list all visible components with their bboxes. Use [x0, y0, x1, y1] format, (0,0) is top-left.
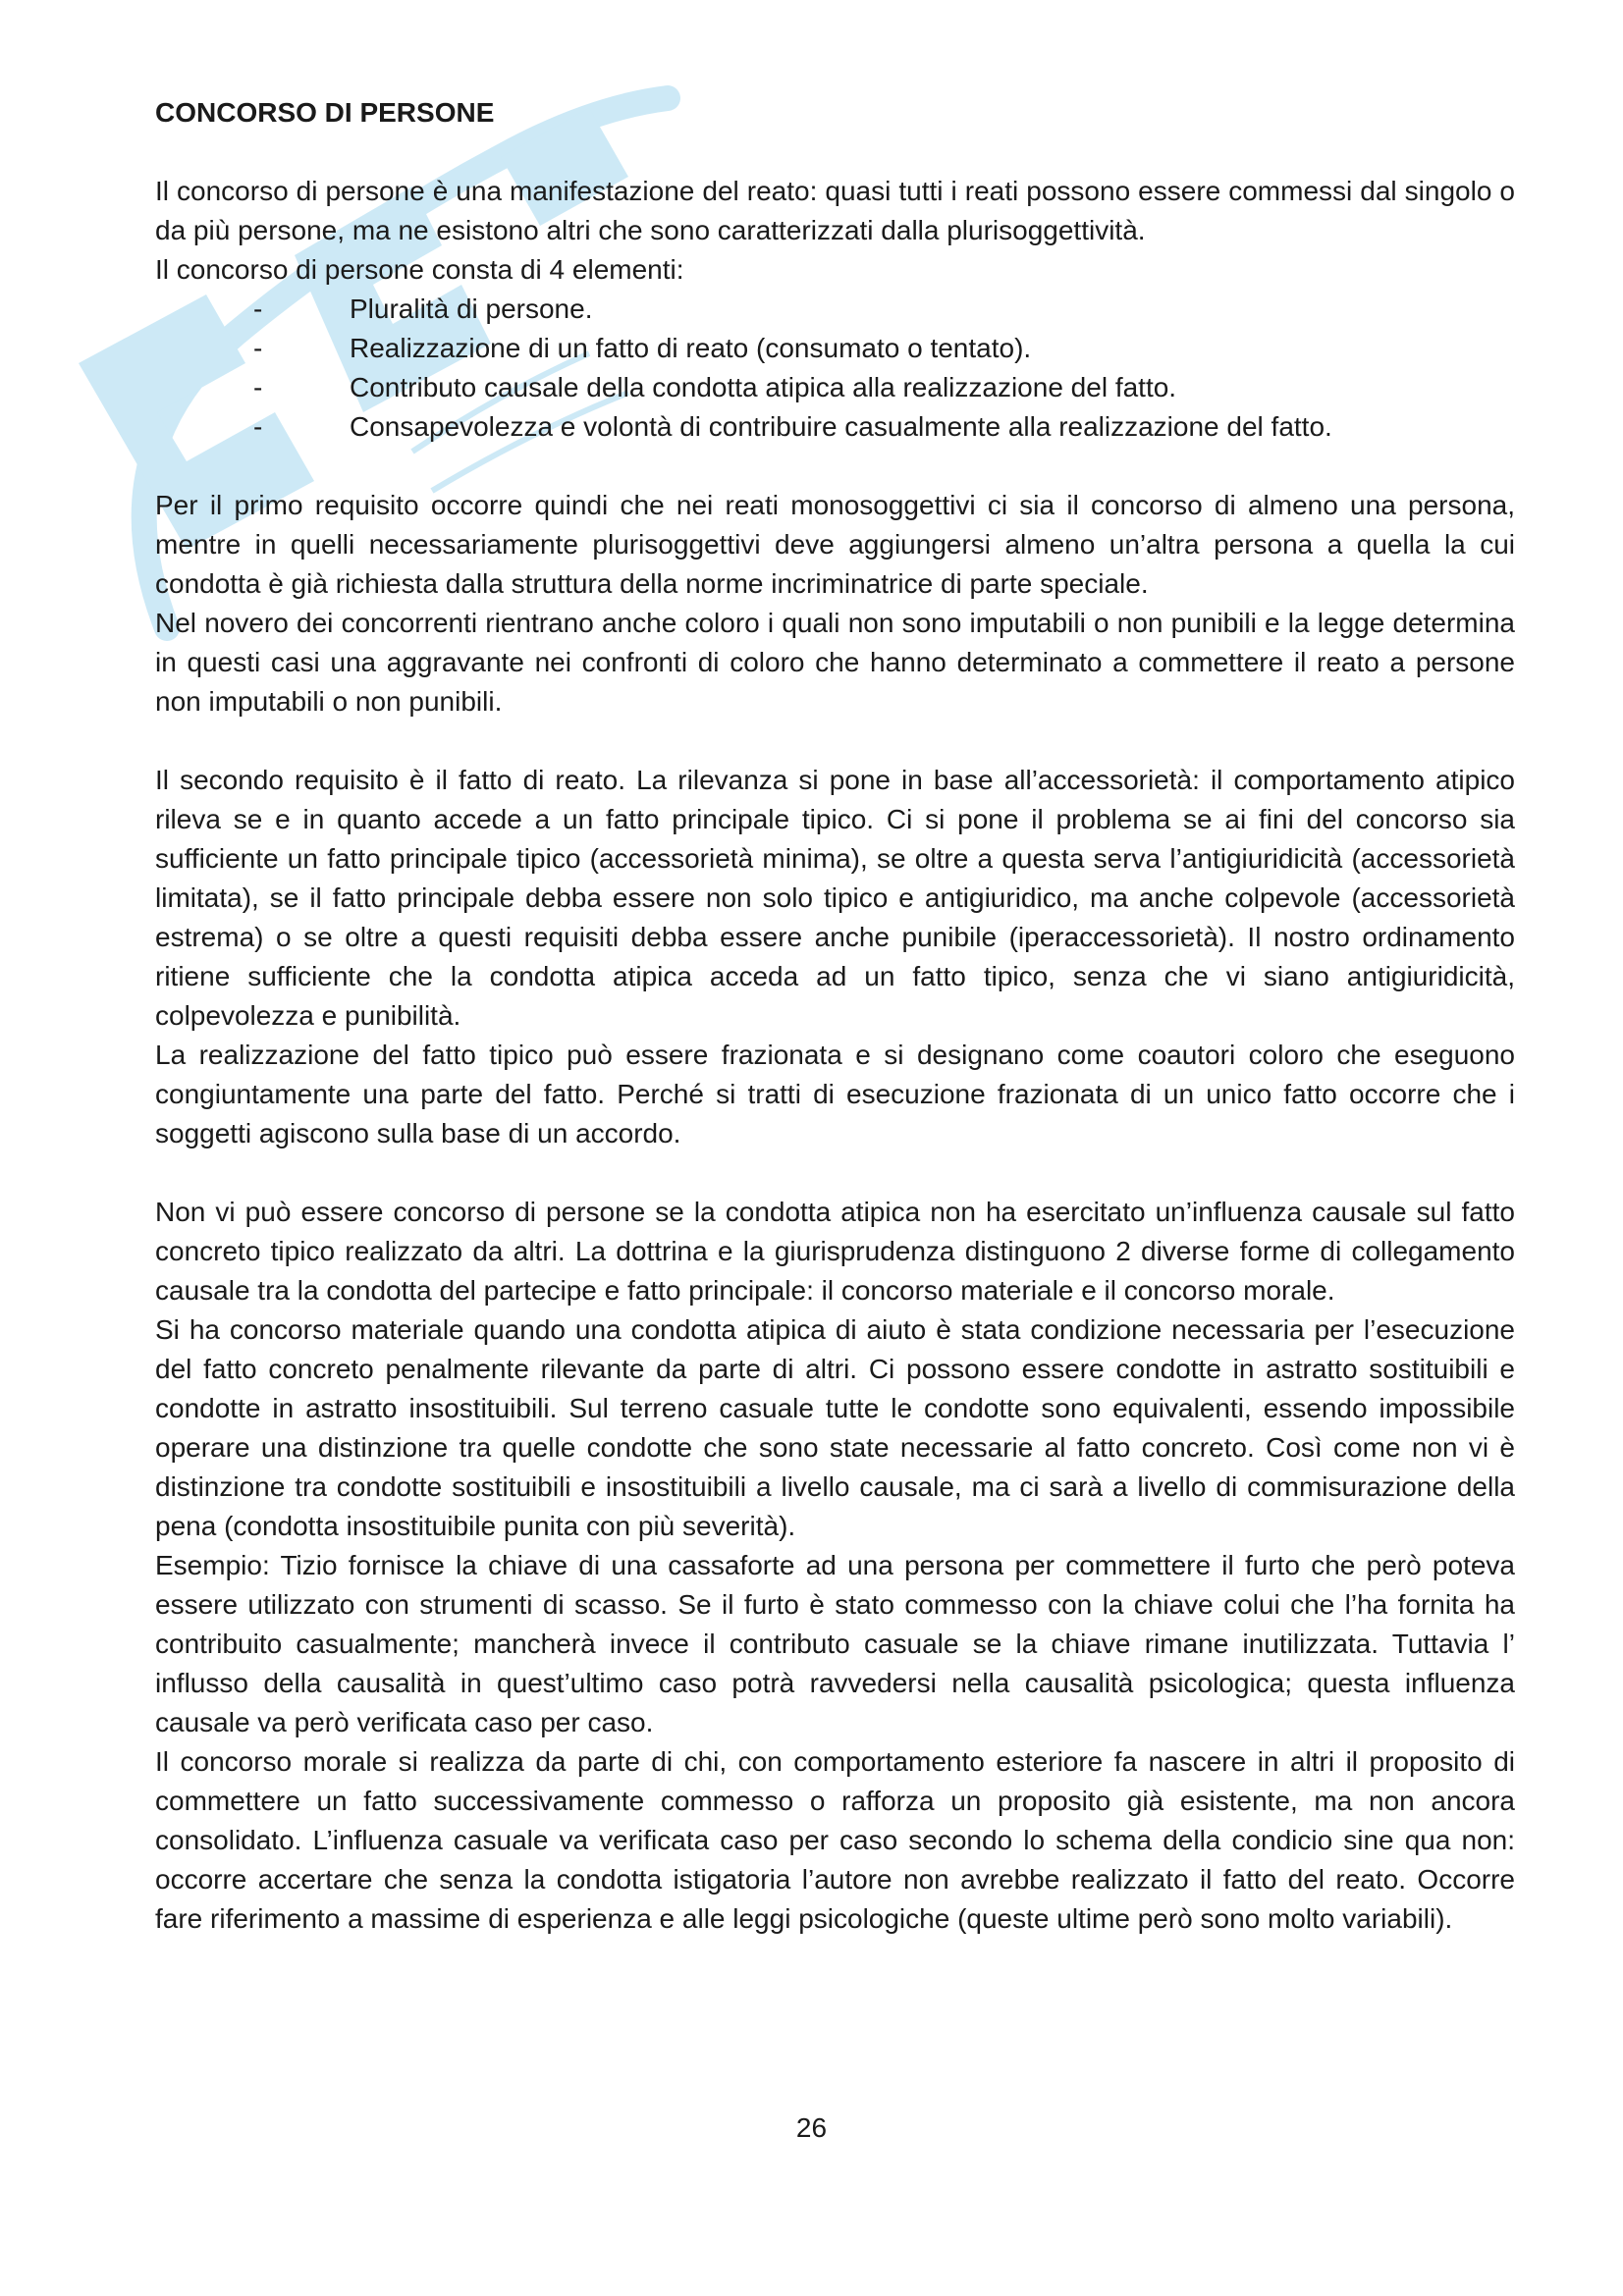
list-dash: - — [253, 411, 263, 442]
paragraph-concorso-materiale: Si ha concorso materiale quando una condotta atipica di aiuto è stata condizione necessaria per l’esecuzione del fatto concreto penalmente rilevante da parte di altri. Ci possono essere condotte in astratto sostituibili e condotte in astratto insostituibili. Sul terreno casuale tutte le condotte sono equivalenti, essendo impossibile operare una distinzione tra quelle condotte che sono state necessarie al fatto concreto. Così come non vi è distinzione tra condotte sostituibili e insostituibili a livello causale, ma ci sarà a livello di commisurazione della pena (condotta insostituibile punita con più severità). — [155, 1314, 1515, 1541]
list-item: - Contributo causale della condotta atipica alla realizzazione del fatto. — [155, 368, 1515, 407]
paragraph-esempio: Esempio: Tizio fornisce la chiave di una cassaforte ad una persona per commettere il furto che però poteva essere utilizzato con strumenti di scasso. Se il furto è stato commesso con la chiave colui che l’ha fornita ha contribuito casualmente; mancherà invece il contributo casuale se la chiave rimane inutilizzata. Tuttavia l’ influsso della causalità in quest’ultimo caso potrà ravvedersi nella causalità psicologica; questa influenza causale va però verificata caso per caso. — [155, 1550, 1515, 1737]
list-dash: - — [253, 372, 263, 402]
paragraph-secondo-requisito: Il secondo requisito è il fatto di reato. La rilevanza si pone in base all’accessorietà: il comportamento atipico rileva se e in quanto accede a un fatto principale tipico. Ci si pone il problema se ai fini del concorso sia sufficiente un fatto principale tipico (accessorietà minima), se oltre a questa serva l’antigiuridicità (accessorietà limitata), se il fatto principale debba essere non solo tipico e antigiuridico, ma anche colpevole (accessorietà estrema) o se oltre a questi requisiti debba essere anche punibile (iperaccessorietà). Il nostro ordinamento ritiene sufficiente che la condotta atipica acceda ad un fatto tipico, senza che vi siano antigiuridicità, colpevolezza e punibilità. — [155, 765, 1515, 1031]
paragraph-concorrenti: Nel novero dei concorrenti rientrano anche coloro i quali non sono imputabili o non punibili e la legge determina in questi casi una aggravante nei confronti di coloro che hanno determinato a commettere il reato a persone non imputabili o non punibili. — [155, 608, 1515, 717]
intro-paragraph: Il concorso di persone è una manifestazione del reato: quasi tutti i reati possono essere commessi dal singolo o da più persone, ma ne esistono altri che sono caratterizzati dalla plurisoggettività. — [155, 176, 1515, 245]
document-page — [155, 93, 1515, 1939]
paragraph-concorso-morale: Il concorso morale si realizza da parte di chi, con comportamento esteriore fa nascere in altri il proposito di commettere un fatto successivamente commesso o rafforza un proposito già esistente, ma non ancora consolidato. L’influenza casuale va verificata caso per caso secondo lo schema della condicio sine qua non: occorre accertare che senza la condotta istigatoria l’autore non avrebbe realizzato il fatto del reato. Occorre fare riferimento a massime di esperienza e alle leggi psicologiche (queste ultime però sono molto variabili). — [155, 1746, 1515, 1934]
intro-elements-heading: Il concorso di persone consta di 4 elementi: — [155, 254, 684, 285]
paragraph-coautori: La realizzazione del fatto tipico può essere frazionata e si designano come coautori coloro che eseguono congiuntamente una parte del fatto. Perché si tratti di esecuzione frazionata di un unico fatto occorre che i soggetti agiscono sulla base di un accordo. — [155, 1040, 1515, 1148]
list-item: - Realizzazione di un fatto di reato (consumato o tentato). — [155, 329, 1515, 368]
list-item: - Consapevolezza e volontà di contribuire casualmente alla realizzazione del fatto. — [155, 407, 1515, 447]
page-number: 26 — [795, 2112, 828, 2143]
list-dash: - — [253, 294, 263, 324]
list-dash: - — [253, 333, 263, 363]
paragraph-primo-requisito: Per il primo requisito occorre quindi che nei reati monosoggettivi ci sia il concorso di almeno una persona, mentre in quelli necessariamente plurisoggettivi deve aggiungersi almeno un’altra persona a quella la cui condotta è già richiesta dalla struttura della norme incriminatrice di parte speciale. — [155, 490, 1515, 599]
section-title: CONCORSO DI PERSONE — [155, 97, 495, 128]
paragraph-influenza-causale: Non vi può essere concorso di persone se la condotta atipica non ha esercitato un’influenza causale sul fatto concreto tipico realizzato da altri. La dottrina e la giurisprudenza distinguono 2 diverse forme di collegamento causale tra la condotta del partecipe e fatto principale: il concorso materiale e il concorso morale. — [155, 1197, 1515, 1306]
list-item: - Pluralità di persone. — [155, 290, 1515, 329]
elements-list — [155, 290, 1515, 447]
